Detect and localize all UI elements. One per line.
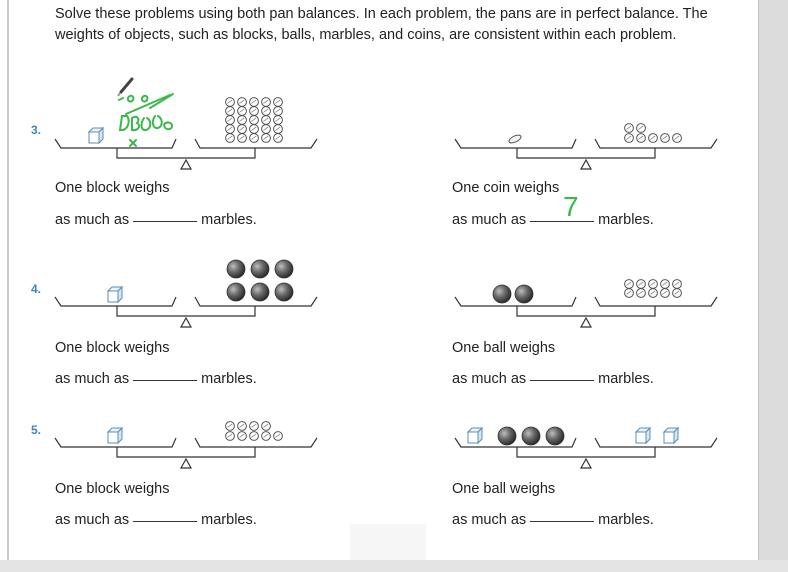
balance-beam	[117, 306, 255, 316]
balance-beam	[117, 148, 255, 158]
p4-right-balls	[227, 260, 293, 301]
p3-left-label: One block weighs	[55, 180, 170, 196]
fulcrum-icon	[181, 318, 191, 327]
pencil-icon	[118, 79, 132, 96]
fulcrum-icon	[181, 459, 191, 468]
fulcrum-icon	[581, 160, 591, 169]
p3-left-block-icon	[89, 128, 103, 143]
pan-balance	[455, 297, 717, 327]
balance-beam	[517, 306, 655, 316]
p4-right-balls-icon	[493, 285, 533, 303]
p4-right-marbles	[625, 280, 682, 298]
p3-left-answer-line: as much as marbles.	[55, 212, 257, 228]
p3-right-answer-line: as much as marbles.	[452, 212, 654, 228]
p5-right-mixed-icons	[468, 427, 564, 445]
instructions-text: Solve these problems using both pan balances. In each problem, the pans are in perfect balance. The weights of objects, such as blocks, balls, marbles, and coins, are consistent within each problem.	[55, 6, 708, 43]
p5-left-answer-line: as much as marbles.	[55, 512, 257, 528]
p3-right-label: One coin weighs	[452, 180, 560, 196]
p4-left-answer-line: as much as marbles.	[55, 371, 257, 387]
right-pan	[595, 438, 717, 447]
p5-right-answer-line: as much as marbles.	[452, 512, 654, 528]
balance-beam	[117, 447, 255, 457]
pan-balance	[55, 297, 317, 327]
p5-left-label: One block weighs	[55, 481, 170, 497]
left-pan	[55, 139, 176, 148]
p3-right-marbles	[226, 98, 283, 143]
p5-left-block-icon	[108, 428, 122, 443]
pan-balance	[455, 438, 717, 468]
p3-right-marbles-pan	[625, 124, 682, 143]
problem-number-5: 5.	[31, 423, 42, 437]
problem-number-3: 3.	[31, 123, 42, 137]
balance-beam	[517, 148, 655, 158]
p4-left-block-icon	[108, 287, 122, 302]
left-pan	[455, 297, 576, 306]
problem-number-4: 4.	[31, 282, 42, 296]
handwritten-scribble	[119, 94, 173, 146]
p5-right-label: One ball weighs	[452, 481, 556, 497]
p4-right-label: One ball weighs	[452, 340, 556, 356]
balance-beam	[517, 447, 655, 457]
fulcrum-icon	[581, 459, 591, 468]
pan-balance	[55, 438, 317, 468]
pan-balances	[55, 139, 717, 468]
p4-left-label: One block weighs	[55, 340, 170, 356]
p4-right-answer-line: as much as marbles.	[452, 371, 654, 387]
fulcrum-icon	[581, 318, 591, 327]
right-pan	[595, 297, 717, 306]
handwritten-answer: 7	[563, 191, 579, 222]
pan-balance	[455, 139, 717, 169]
fulcrum-icon	[181, 160, 191, 169]
p5-right-blocks	[636, 428, 678, 443]
p3-right-coin-icon	[508, 134, 522, 145]
p5-right-marbles	[226, 422, 283, 441]
